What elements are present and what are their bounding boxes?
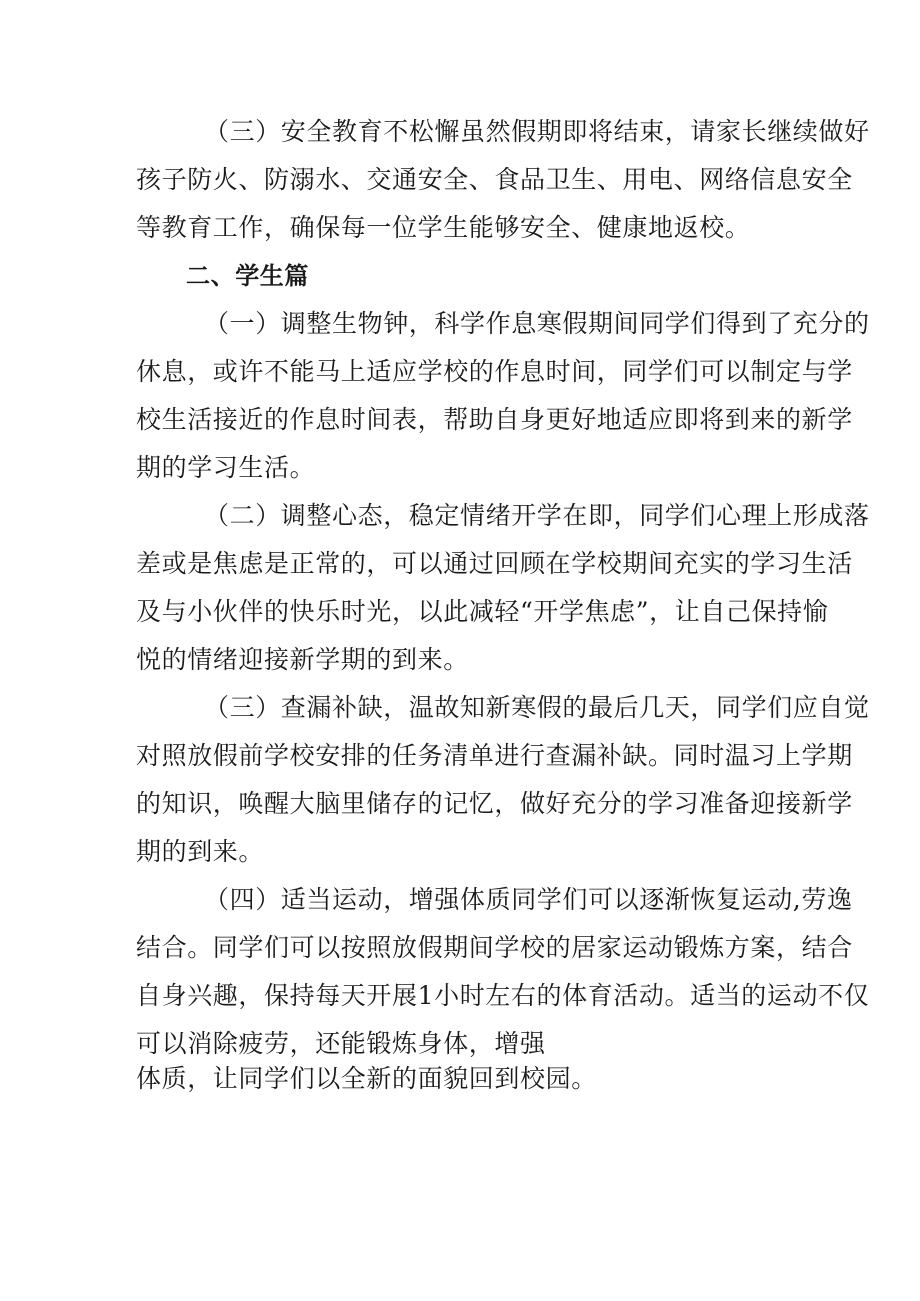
paragraph-line: 结合。同学们可以按照放假期间学校的居家运动锻炼方案，结合 bbox=[136, 933, 853, 962]
paragraph-line: 悦的情绪迎接新学期的到来。 bbox=[136, 645, 469, 674]
paragraph-line: 差或是焦虑是正常的，可以通过回顾在学校期间充实的学习生活 bbox=[136, 549, 853, 578]
paragraph-line: 对照放假前学校安排的任务清单进行查漏补缺。同时温习上学期 bbox=[136, 741, 853, 770]
paragraph-line: 休息，或许不能马上适应学校的作息时间，同学们可以制定与学 bbox=[136, 357, 853, 386]
paragraph-line: 自身兴趣，保持每天开展1小时左右的体育活动。适当的运动不仅 bbox=[136, 981, 870, 1010]
paragraph-line: （四）适当运动，增强体质同学们可以逐渐恢复运动,劳逸 bbox=[204, 885, 853, 914]
paragraph-line: （三）安全教育不松懈虽然假期即将结束，请家长继续做好 bbox=[204, 117, 870, 146]
paragraph-line: 等教育工作，确保每一位学生能够安全、健康地返校。 bbox=[136, 213, 751, 242]
paragraph-line: 校生活接近的作息时间表，帮助自身更好地适应即将到来的新学 bbox=[136, 405, 853, 434]
paragraph-line: （一）调整生物钟，科学作息寒假期间同学们得到了充分的 bbox=[204, 309, 870, 338]
paragraph-line: 体质，让同学们以全新的面貌回到校园。 bbox=[136, 1064, 597, 1093]
paragraph-line: 的知识，唤醒大脑里储存的记忆，做好充分的学习准备迎接新学 bbox=[136, 789, 853, 818]
paragraph-line: （二）调整心态，稳定情绪开学在即，同学们心理上形成落 bbox=[204, 501, 870, 530]
paragraph-line: 期的到来。 bbox=[136, 837, 265, 866]
section-heading: 二、学生篇 bbox=[186, 262, 309, 290]
paragraph-line: （三）查漏补缺，温故知新寒假的最后几天，同学们应自觉 bbox=[204, 693, 870, 722]
paragraph-line: 可以消除疲劳，还能锻炼身体，增强 bbox=[136, 1029, 546, 1058]
paragraph-line: 及与小伙伴的快乐时光，以此减轻“开学焦虑”，让自己保持愉 bbox=[136, 597, 829, 626]
paragraph-line: 孩子防火、防溺水、交通安全、食品卫生、用电、网络信息安全 bbox=[136, 165, 853, 194]
paragraph-line: 期的学习生活。 bbox=[136, 453, 316, 482]
